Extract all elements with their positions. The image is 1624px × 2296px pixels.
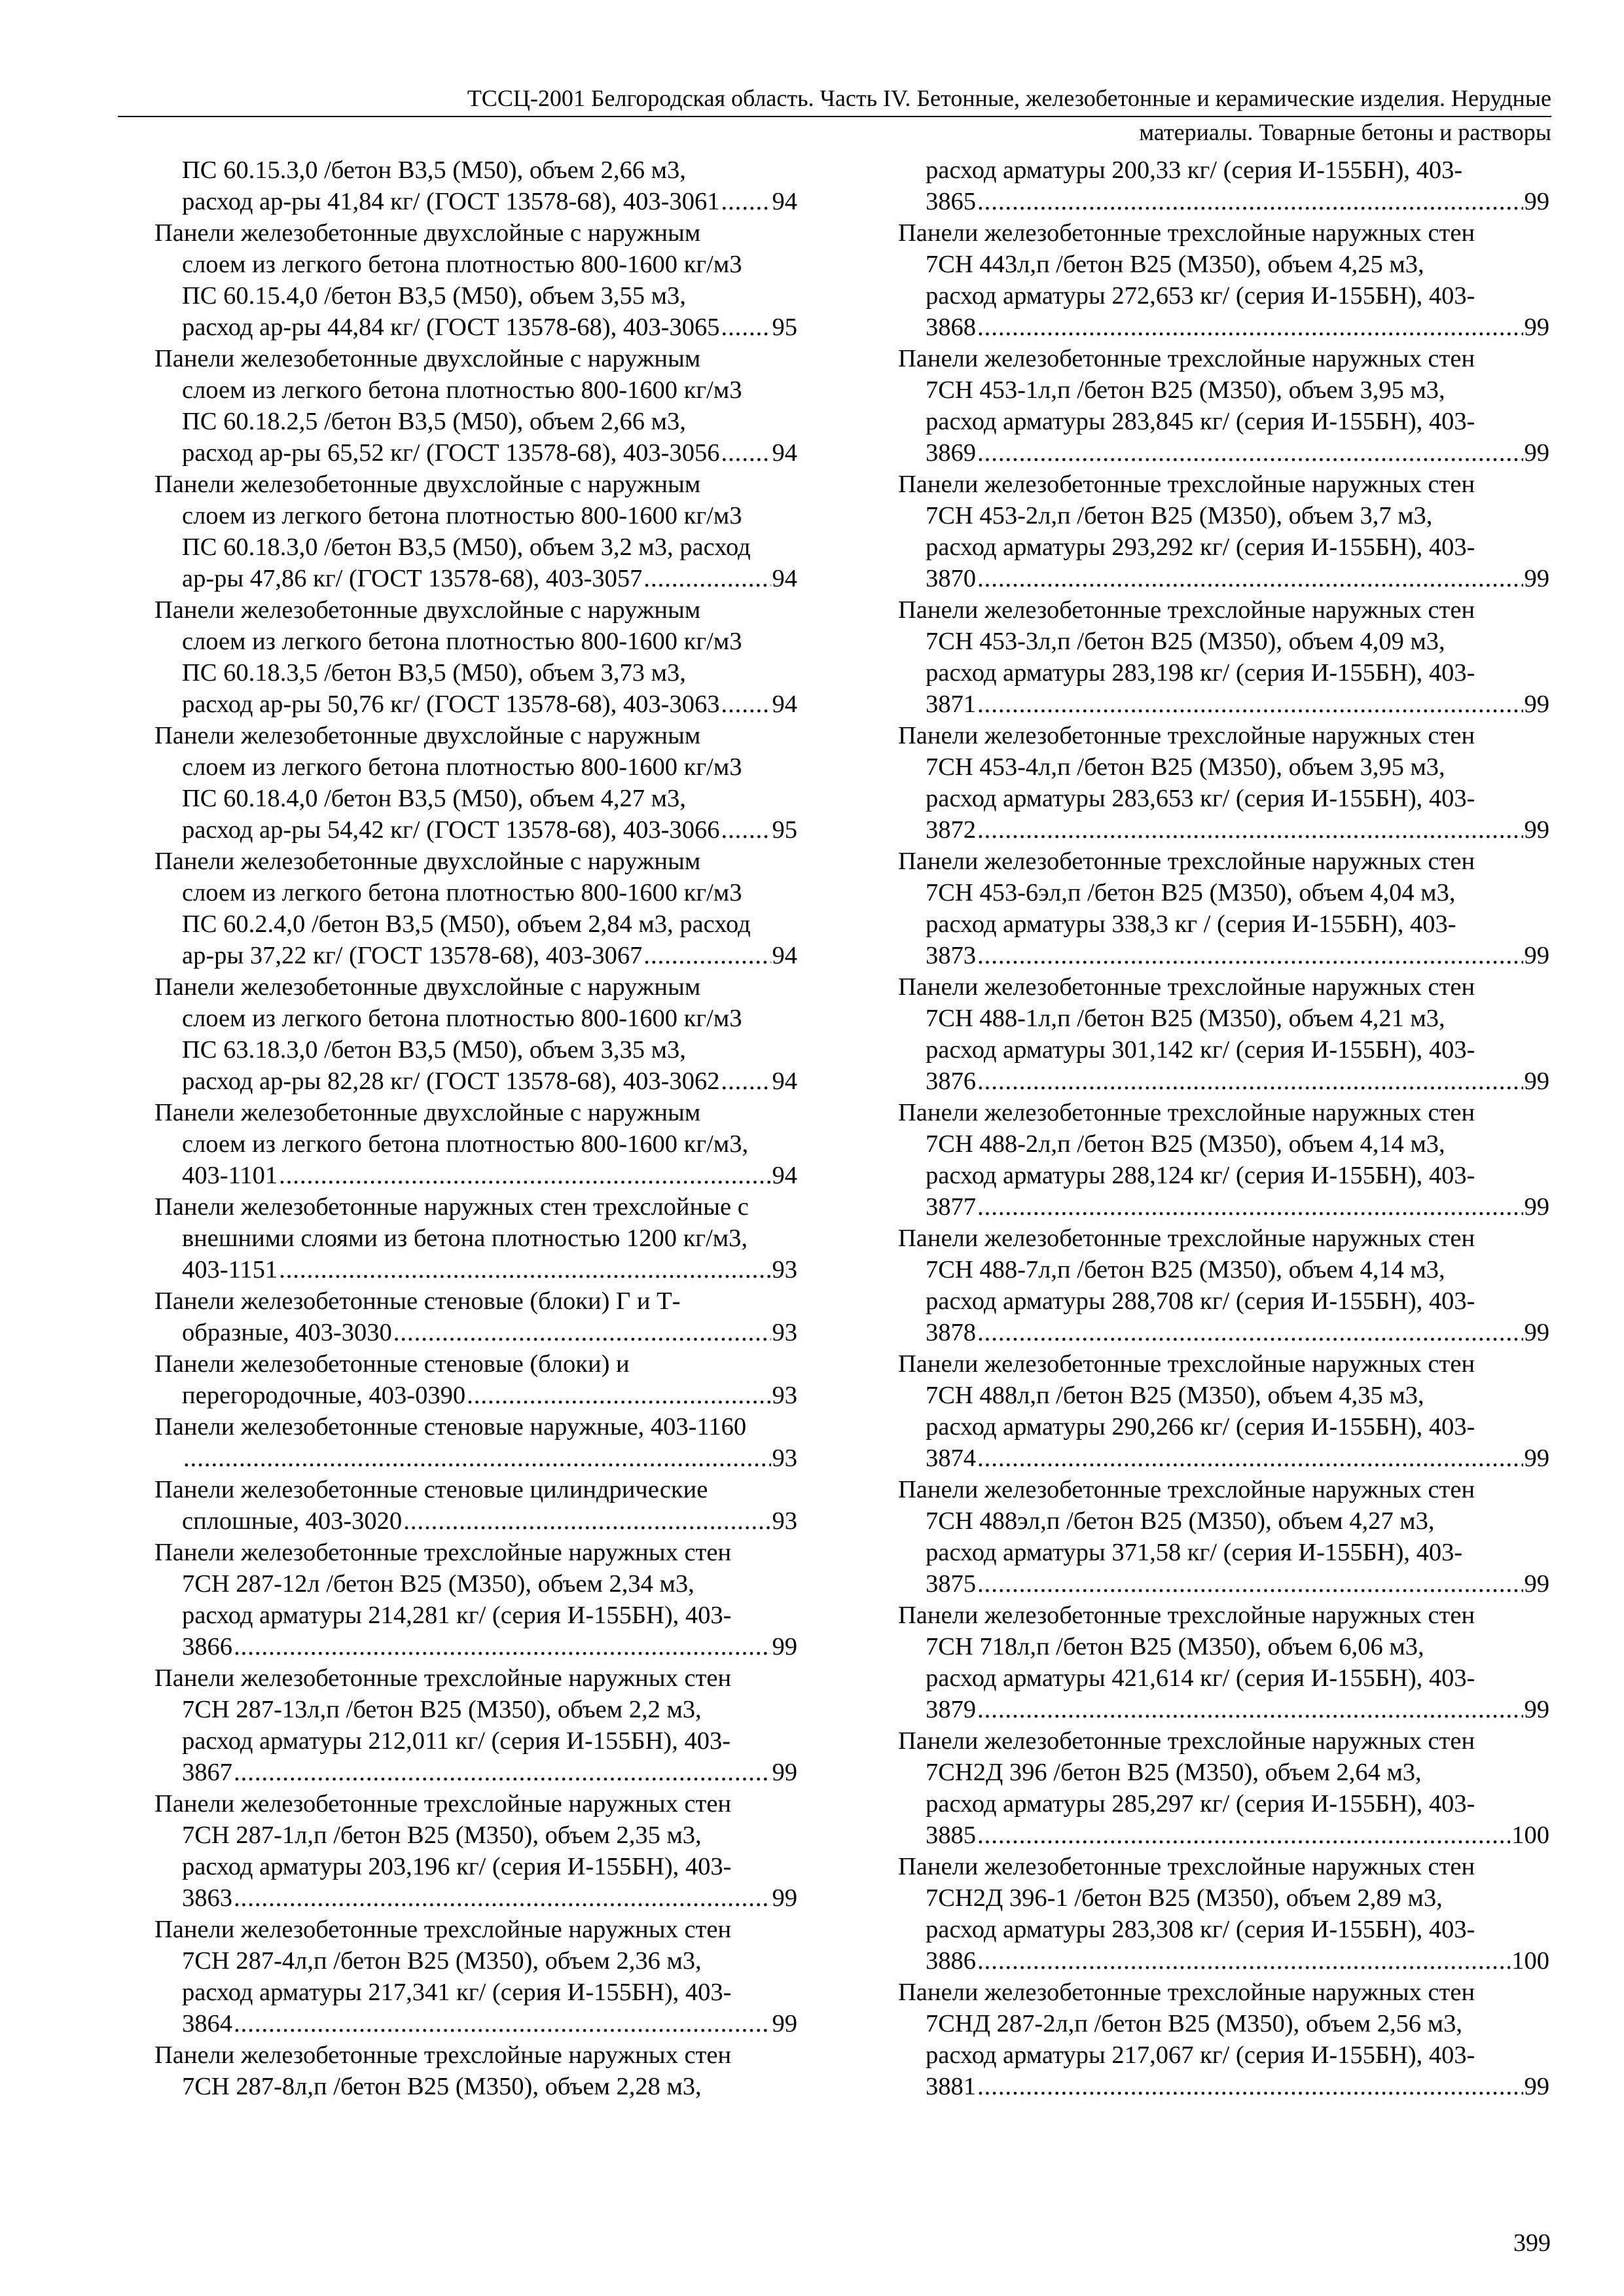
index-entry [154,1537,797,1662]
entry-line: расход арматуры 283,308 кг/ (серия И-155БН), 403- [926,1916,1475,1943]
entry-line: 7СН 287-13л,п /бетон В25 (М350), объем 2,2 м3, [182,1696,702,1723]
index-entry [898,1725,1549,1851]
entry-line: расход арматуры 293,292 кг/ (серия И-155БН), 403- [926,533,1475,561]
entry-line: 7СН2Д 396 /бетон В25 (М350), объем 2,64 м3, [926,1759,1422,1786]
index-entry [154,720,797,846]
entry-page-ref: 94 [772,691,797,718]
entry-line: внешними слоями из бетона плотностью 1200 кг/м3, [182,1225,748,1252]
leader-dots [234,2008,771,2039]
index-entry [898,846,1549,971]
entry-last-line [154,1882,797,1914]
leader-dots [977,186,1523,217]
entry-last-line [898,186,1549,217]
entry-line: слоем из легкого бетона плотностью 800-1600 кг/м3, [182,1130,749,1158]
leader-dots [721,437,770,469]
entry-last-line [154,1066,797,1097]
entry-line: 7СН 488эл,п /бетон В25 (М350), объем 4,27 м3, [926,1507,1435,1535]
leader-dots [643,563,770,594]
leader-dots [977,312,1523,343]
entry-line: 7СНД 287-2л,п /бетон В25 (М350), объем 2,56 м3, [926,2010,1462,2037]
leader-dots [234,1757,771,1788]
entry-page-ref: 95 [772,816,797,844]
entry-last-line [898,1066,1549,1097]
entry-page-ref: 100 [1511,1821,1549,1849]
entry-line: слоем из легкого бетона плотностью 800-1600 кг/м3 [182,753,742,781]
index-entry [154,1788,797,1914]
index-entry [898,469,1549,594]
entry-last-line [154,1317,797,1348]
leader-dots [279,1160,770,1191]
header-rule [118,116,1551,117]
entry-line: Панели железобетонные трехслойные наружных стен [898,219,1475,247]
entry-text: 403-1151 [182,1256,278,1283]
entry-line: Панели железобетонные стеновые (блоки) и [154,1350,630,1378]
entry-line: слоем из легкого бетона плотностью 800-1600 кг/м3 [182,502,742,529]
entry-text: образные, 403-3030 [182,1319,392,1346]
entry-last-line [898,2071,1549,2102]
index-entry [898,154,1549,217]
entry-text: перегородочные, 403-0390 [182,1382,466,1409]
leader-dots [977,814,1523,846]
entry-last-line [898,1443,1549,1474]
entry-line: расход арматуры 283,198 кг/ (серия И-155БН), 403- [926,659,1475,687]
entry-text: 3870 [926,565,976,592]
entry-line: расход арматуры 283,845 кг/ (серия И-155БН), 403- [926,408,1475,435]
entry-text: 3868 [926,314,976,341]
entry-last-line [898,1820,1549,1851]
entry-page-ref: 99 [772,2010,797,2037]
entry-last-line [154,1160,797,1191]
entry-line: Панели железобетонные трехслойные наружных стен [154,1664,732,1692]
index-entry [154,1411,797,1474]
entry-page-ref: 94 [772,1067,797,1095]
entry-line: 7СН 718л,п /бетон В25 (М350), объем 6,06 м3, [926,1633,1424,1660]
entry-text: 3885 [926,1821,976,1849]
leader-dots [467,1380,770,1411]
entry-page-ref: 94 [772,1162,797,1189]
entry-text: 3865 [926,188,976,215]
entry-line: 7СН 488-2л,п /бетон В25 (М350), объем 4,14 м3, [926,1130,1445,1158]
entry-line: 7СН 488-7л,п /бетон В25 (М350), объем 4,14 м3, [926,1256,1445,1283]
header-line-1: ТССЦ-2001 Белгородская область. Часть IV. Бетонные, железобетонные и керамические изделия. Нерудные [467,85,1551,111]
entry-text: расход ар-ры 41,84 кг/ (ГОСТ 13578-68), 403-3061 [182,188,720,215]
entry-page-ref: 93 [772,1507,797,1535]
entry-text: 3886 [926,1947,976,1975]
entry-page-ref: 99 [1524,1319,1549,1346]
entry-line: расход арматуры 301,142 кг/ (серия И-155БН), 403- [926,1036,1475,1064]
leader-dots [183,1443,771,1474]
leader-dots [721,186,770,217]
leader-dots [403,1505,770,1537]
entry-line: Панели железобетонные трехслойные наружных стен [154,1916,732,1943]
entry-last-line [898,814,1549,846]
entry-line: ПС 60.18.3,0 /бетон В3,5 (М50), объем 3,2 м3, расход [182,533,751,561]
entry-line: 7СН 443л,п /бетон В25 (М350), объем 4,25 м3, [926,251,1424,278]
entry-page-ref: 99 [772,1884,797,1912]
entry-line: расход арматуры 338,3 кг / (серия И-155БН), 403- [926,910,1456,938]
entry-last-line [154,1631,797,1662]
leader-dots [721,689,770,720]
entry-line: 7СН 453-6эл,п /бетон В25 (М350), объем 4,04 м3, [926,879,1456,906]
entry-last-line [898,1694,1549,1725]
leader-dots [977,1820,1510,1851]
index-entry [154,971,797,1097]
entry-text: ар-ры 47,86 кг/ (ГОСТ 13578-68), 403-3057 [182,565,643,592]
entry-line: 7СН 488л,п /бетон В25 (М350), объем 4,35 м3, [926,1382,1424,1409]
entry-line: расход арматуры 203,196 кг/ (серия И-155БН), 403- [182,1853,732,1880]
entry-last-line [154,312,797,343]
entry-line: Панели железобетонные трехслойные наружных стен [898,722,1475,749]
index-entry [154,154,797,217]
leader-dots [977,1443,1523,1474]
leader-dots [721,814,770,846]
index-entry [154,594,797,720]
entry-line: расход арматуры 288,708 кг/ (серия И-155БН), 403- [926,1287,1475,1315]
entry-page-ref: 99 [772,1633,797,1660]
entry-last-line [898,940,1549,971]
entry-line: Панели железобетонные трехслойные наружных стен [898,848,1475,875]
entry-line: слоем из легкого бетона плотностью 800-1600 кг/м3 [182,628,742,655]
entry-line: 7СН2Д 396-1 /бетон В25 (М350), объем 2,89 м3, [926,1884,1443,1912]
index-entry [898,971,1549,1097]
entry-last-line [154,2008,797,2039]
entry-last-line [154,1443,797,1474]
entry-line: расход арматуры 200,33 кг/ (серия И-155БН), 403- [926,156,1463,184]
entry-last-line [154,1505,797,1537]
index-entry [898,343,1549,469]
entry-text: 3875 [926,1570,976,1598]
entry-page-ref: 99 [772,1759,797,1786]
leader-dots [234,1882,771,1914]
entry-page-ref: 94 [772,565,797,592]
leader-dots [977,1568,1523,1600]
entry-line: Панели железобетонные трехслойные наружных стен [898,1853,1475,1880]
entry-line: расход арматуры 217,341 кг/ (серия И-155БН), 403- [182,1979,732,2006]
entry-line: 7СН 453-4л,п /бетон В25 (М350), объем 3,95 м3, [926,753,1445,781]
entry-line: слоем из легкого бетона плотностью 800-1600 кг/м3 [182,376,742,404]
leader-dots [977,1191,1523,1223]
index-entry [898,1097,1549,1223]
entry-line: Панели железобетонные трехслойные наружных стен [154,1539,732,1566]
entry-line: Панели железобетонные двухслойные с наружным [154,219,701,247]
entry-line: Панели железобетонные двухслойные с наружным [154,722,701,749]
entry-line: Панели железобетонные стеновые (блоки) Г и Т- [154,1287,681,1315]
entry-page-ref: 94 [772,439,797,467]
index-entry [898,1474,1549,1600]
entry-page-ref: 99 [1524,1067,1549,1095]
entry-line: Панели железобетонные трехслойные наружных стен [898,1225,1475,1252]
entry-line: Панели железобетонные двухслойные с наружным [154,596,701,624]
entry-line: 7СН 287-8л,п /бетон В25 (М350), объем 2,28 м3, [182,2073,702,2100]
entry-line: ПС 60.18.2,5 /бетон В3,5 (М50), объем 2,66 м3, [182,408,686,435]
index-entry [898,1977,1549,2102]
entry-last-line [898,437,1549,469]
entry-page-ref: 93 [772,1256,797,1283]
entry-text: 3867 [182,1759,232,1786]
entry-text: 3878 [926,1319,976,1346]
entry-text: 3874 [926,1444,976,1472]
leader-dots [977,1066,1523,1097]
entry-page-ref: 99 [1524,1444,1549,1472]
entry-last-line [154,940,797,971]
index-entry [898,217,1549,343]
entry-line: Панели железобетонные стеновые цилиндрические [154,1476,708,1503]
entry-last-line [154,186,797,217]
entry-text: ар-ры 37,22 кг/ (ГОСТ 13578-68), 403-3067 [182,942,643,969]
entry-text: 3876 [926,1067,976,1095]
page-number: 399 [1513,2229,1551,2257]
index-entry [154,1191,797,1285]
entry-line: расход арматуры 288,124 кг/ (серия И-155БН), 403- [926,1162,1475,1189]
entry-page-ref: 99 [1524,1570,1549,1598]
index-entry [898,1600,1549,1725]
index-entry [154,2039,797,2102]
entry-line: 7СН 488-1л,п /бетон В25 (М350), объем 4,21 м3, [926,1005,1445,1032]
entry-page-ref: 99 [1524,565,1549,592]
entry-last-line [154,563,797,594]
entry-text: 3877 [926,1193,976,1221]
entry-line: расход арматуры 290,266 кг/ (серия И-155БН), 403- [926,1413,1475,1441]
entry-last-line [898,689,1549,720]
entry-last-line [898,1945,1549,1977]
entry-line: Панели железобетонные трехслойные наружных стен [154,2041,732,2069]
entry-page-ref: 93 [772,1444,797,1472]
index-entry [154,846,797,971]
entry-page-ref: 93 [772,1382,797,1409]
entry-text: расход ар-ры 82,28 кг/ (ГОСТ 13578-68), 403-3062 [182,1067,720,1095]
entry-line: 7СН 453-1л,п /бетон В25 (М350), объем 3,95 м3, [926,376,1445,404]
entry-line: 7СН 287-1л,п /бетон В25 (М350), объем 2,35 м3, [182,1821,702,1849]
leader-dots [977,940,1523,971]
entry-line: Панели железобетонные стеновые наружные, 403-1160 [154,1413,747,1441]
leader-dots [234,1631,771,1662]
entry-line: ПС 60.18.4,0 /бетон В3,5 (М50), объем 4,27 м3, [182,785,686,812]
leader-dots [977,437,1523,469]
entry-line: Панели железобетонные двухслойные с наружным [154,848,701,875]
entry-text: 3864 [182,2010,232,2037]
entry-line: Панели железобетонные трехслойные наружных стен [898,1979,1475,2006]
index-entry [154,1348,797,1411]
entry-line: ПС 63.18.3,0 /бетон В3,5 (М50), объем 3,35 м3, [182,1036,686,1064]
entry-line: слоем из легкого бетона плотностью 800-1600 кг/м3 [182,879,742,906]
entry-last-line [898,1568,1549,1600]
running-header [118,84,1551,145]
entry-line: Панели железобетонные трехслойные наружных стен [898,1602,1475,1629]
index-entry [898,594,1549,720]
entry-text: 3881 [926,2073,976,2100]
entry-line: расход арматуры 217,067 кг/ (серия И-155БН), 403- [926,2041,1475,2069]
index-entry [154,217,797,343]
entry-page-ref: 99 [1524,942,1549,969]
entry-line: Панели железобетонные трехслойные наружных стен [898,596,1475,624]
entry-page-ref: 94 [772,942,797,969]
entry-last-line [154,1254,797,1285]
entry-line: Панели железобетонные трехслойные наружных стен [898,1099,1475,1126]
entry-line: ПС 60.15.3,0 /бетон В3,5 (М50), объем 2,66 м3, [182,156,686,184]
entry-line: расход арматуры 272,653 кг/ (серия И-155БН), 403- [926,282,1475,310]
leader-dots [977,2071,1523,2102]
entry-last-line [154,689,797,720]
entry-page-ref: 99 [1524,314,1549,341]
entry-line: расход арматуры 212,011 кг/ (серия И-155БН), 403- [182,1727,731,1755]
entry-text: 3863 [182,1884,232,1912]
leader-dots [977,689,1523,720]
leader-dots [279,1254,770,1285]
entry-line: расход арматуры 283,653 кг/ (серия И-155БН), 403- [926,785,1475,812]
entry-text: расход ар-ры 54,42 кг/ (ГОСТ 13578-68), 403-3066 [182,816,720,844]
index-entry [154,1914,797,2039]
entry-line: Панели железобетонные трехслойные наружных стен [898,345,1475,372]
entry-text: расход ар-ры 44,84 кг/ (ГОСТ 13578-68), 403-3065 [182,314,720,341]
entry-last-line [898,1317,1549,1348]
index-entry [898,1223,1549,1348]
entry-page-ref: 99 [1524,2073,1549,2100]
entry-text: 3871 [926,691,976,718]
entry-line: Панели железобетонные трехслойные наружных стен [898,471,1475,498]
index-entry [154,469,797,594]
entry-line: Панели железобетонные двухслойные с наружным [154,973,701,1001]
leader-dots [393,1317,771,1348]
entry-page-ref: 99 [1524,691,1549,718]
entry-line: Панели железобетонные трехслойные наружных стен [898,973,1475,1001]
entry-line: Панели железобетонные двухслойные с наружным [154,1099,701,1126]
entry-line: Панели железобетонные трехслойные наружных стен [898,1350,1475,1378]
entry-line: Панели железобетонные наружных стен трехслойные с [154,1193,749,1221]
entry-line: 7СН 453-3л,п /бетон В25 (М350), объем 4,09 м3, [926,628,1445,655]
entry-last-line [154,437,797,469]
entry-line: ПС 60.18.3,5 /бетон В3,5 (М50), объем 3,73 м3, [182,659,686,687]
leader-dots [721,312,770,343]
entry-page-ref: 94 [772,188,797,215]
leader-dots [977,563,1523,594]
entry-line: расход арматуры 421,614 кг/ (серия И-155БН), 403- [926,1664,1475,1692]
leader-dots [721,1066,770,1097]
index-entry [154,1097,797,1191]
entry-page-ref: 93 [772,1319,797,1346]
entry-text: 403-1101 [182,1162,278,1189]
index-entry [898,1851,1549,1977]
index-column-right [898,154,1549,2102]
entry-line: Панели железобетонные двухслойные с наружным [154,471,701,498]
entry-line: 7СН 453-2л,п /бетон В25 (М350), объем 3,7 м3, [926,502,1433,529]
entry-line: 7СН 287-12л /бетон В25 (М350), объем 2,34 м3, [182,1570,695,1598]
entry-last-line [154,1380,797,1411]
entry-last-line [898,563,1549,594]
entry-last-line [898,312,1549,343]
entry-line: расход арматуры 285,297 кг/ (серия И-155БН), 403- [926,1790,1475,1818]
index-entry [154,1662,797,1788]
index-entry [154,1474,797,1537]
entry-page-ref: 99 [1524,439,1549,467]
entry-text: 3879 [926,1696,976,1723]
entry-text: расход ар-ры 65,52 кг/ (ГОСТ 13578-68), 403-3056 [182,439,720,467]
entry-page-ref: 99 [1524,188,1549,215]
entry-line: расход арматуры 371,58 кг/ (серия И-155БН), 403- [926,1539,1463,1566]
leader-dots [977,1945,1510,1977]
entry-line: 7СН 287-4л,п /бетон В25 (М350), объем 2,36 м3, [182,1947,702,1975]
entry-line: ПС 60.15.4,0 /бетон В3,5 (М50), объем 3,55 м3, [182,282,686,310]
leader-dots [977,1317,1523,1348]
entry-text: сплошные, 403-3020 [182,1507,403,1535]
entry-text: 3866 [182,1633,232,1660]
entry-text: расход ар-ры 50,76 кг/ (ГОСТ 13578-68), 403-3063 [182,691,720,718]
leader-dots [643,940,770,971]
index-entry [154,343,797,469]
index-entry [898,1348,1549,1474]
entry-page-ref: 99 [1524,1193,1549,1221]
entry-text: 3872 [926,816,976,844]
entry-text: 3869 [926,439,976,467]
index-entry [898,720,1549,846]
entry-page-ref: 95 [772,314,797,341]
entry-page-ref: 99 [1524,816,1549,844]
header-line-2: материалы. Товарные бетоны и растворы [1139,119,1551,145]
entry-line: ПС 60.2.4,0 /бетон В3,5 (М50), объем 2,84 м3, расход [182,910,751,938]
entry-text: 3873 [926,942,976,969]
entry-line: Панели железобетонные трехслойные наружных стен [154,1790,732,1818]
entry-page-ref: 99 [1524,1696,1549,1723]
entry-line: Панели железобетонные двухслойные с наружным [154,345,701,372]
entry-last-line [154,1757,797,1788]
entry-line: Панели железобетонные трехслойные наружных стен [898,1727,1475,1755]
entry-line: слоем из легкого бетона плотностью 800-1600 кг/м3 [182,251,742,278]
index-entry [154,1285,797,1348]
entry-page-ref: 100 [1511,1947,1549,1975]
entry-line: Панели железобетонные трехслойные наружных стен [898,1476,1475,1503]
leader-dots [977,1694,1523,1725]
entry-last-line [154,814,797,846]
entry-line: расход арматуры 214,281 кг/ (серия И-155БН), 403- [182,1602,732,1629]
entry-last-line [898,1191,1549,1223]
entry-line: слоем из легкого бетона плотностью 800-1600 кг/м3 [182,1005,742,1032]
index-column-left [154,154,797,2102]
